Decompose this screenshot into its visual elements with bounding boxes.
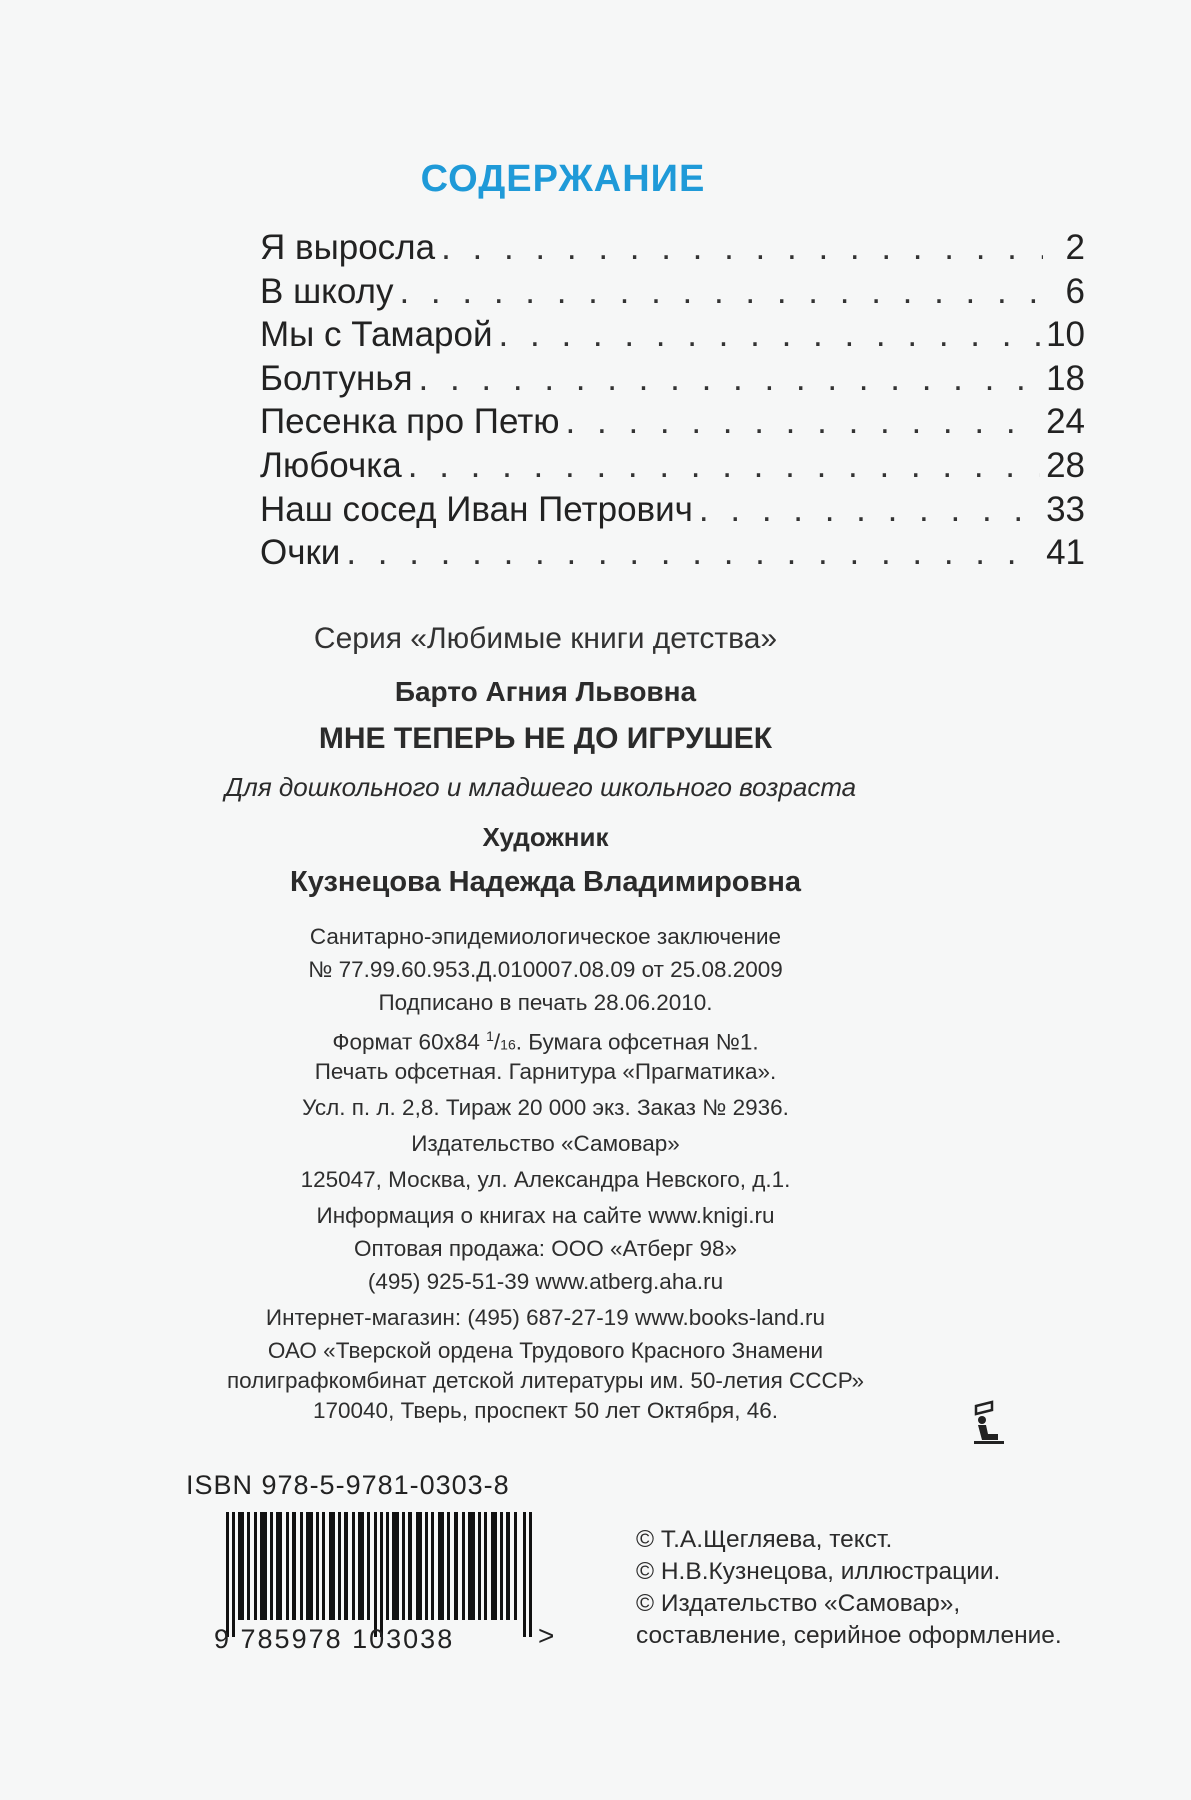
isbn-label: ISBN 978-5-9781-0303-8: [186, 1470, 510, 1500]
toc-entry-page: 6: [1065, 271, 1085, 311]
toc-entry-title: Наш сосед Иван Петрович: [260, 489, 693, 529]
toc-leader-dots: [499, 315, 1041, 355]
toc-entry-page: 41: [1046, 533, 1085, 573]
toc-entry: [260, 490, 1085, 534]
imprint-line: Печать офсетная. Гарнитура «Прагматика».: [314, 1059, 777, 1084]
format-prefix: Формат 60х84: [332, 1029, 487, 1055]
toc-entry: [260, 315, 1085, 359]
copyright-block: [636, 1524, 1062, 1652]
toc-leader-dots: [441, 228, 1043, 268]
imprint-line: № 77.99.60.953.Д.010007.08.09 от 25.08.2009: [308, 957, 783, 982]
toc-entry-title: Очки: [260, 533, 341, 573]
barcode-quiet-zone-mark: >: [538, 1620, 555, 1651]
toc-leader-dots: [399, 272, 1043, 312]
imprint-line: ОАО «Тверской ордена Трудового Красного Знамени: [267, 1338, 824, 1363]
toc-entry-page: 33: [1046, 489, 1085, 529]
toc-entry-page: 10: [1046, 315, 1085, 355]
toc-entry-page: 24: [1046, 402, 1085, 442]
toc-leader-dots: [699, 490, 1040, 530]
series-name: Серия «Любимые книги детства»: [313, 622, 778, 655]
book-reader-icon: [972, 1400, 1006, 1444]
imprint-line: Интернет-магазин: (495) 687-27-19 www.books-land.ru: [265, 1305, 826, 1330]
toc-entry: [260, 533, 1085, 577]
toc-entry-page: 2: [1065, 228, 1085, 267]
format-fraction-numerator: 1: [486, 1028, 494, 1044]
imprint-line: 125047, Москва, ул. Александра Невского, д.1.: [300, 1167, 791, 1192]
toc-entry-title: Я выросла: [260, 228, 436, 267]
toc-leader-dots: [346, 533, 1040, 573]
imprint-line: Информация о книгах на сайте www.knigi.ru: [316, 1203, 775, 1228]
format-fraction-denominator: 16: [500, 1036, 516, 1053]
imprint-line: (495) 925-51-39 www.atberg.aha.ru: [367, 1269, 724, 1294]
book-title: МНЕ ТЕПЕРЬ НЕ ДО ИГРУШЕК: [318, 722, 773, 755]
toc-entry: [260, 402, 1085, 446]
toc-entry: [260, 446, 1085, 490]
toc-leader-dots: [419, 359, 1041, 399]
toc-leader-dots: [566, 402, 1041, 442]
toc-entry-title: Мы с Тамарой: [260, 315, 493, 355]
artist-label: Художник: [482, 822, 609, 852]
imprint-block: [0, 922, 1141, 1426]
author-name: Барто Агния Львовна: [394, 676, 697, 707]
imprint-line: Усл. п. л. 2,8. Тираж 20 000 экз. Заказ № 2936.: [302, 1095, 789, 1120]
imprint-format-line: Формат 60х84 $^1$/16. Бумага офсетная №1.: [332, 1028, 759, 1055]
imprint-line: Оптовая продажа: ООО «Атберг 98»: [353, 1236, 738, 1261]
copyright-line: © Издательство «Самовар»,: [636, 1590, 961, 1617]
copyright-line: © Т.А.Щегляева, текст.: [636, 1526, 893, 1553]
imprint-line: Издательство «Самовар»: [411, 1131, 680, 1156]
toc-entry-title: Песенка про Петю: [260, 402, 560, 442]
toc-entry: [260, 228, 1085, 272]
toc-entry-title: Любочка: [260, 445, 402, 485]
imprint-line: полиграфкомбинат детской литературы им. 50-летия СССР»: [226, 1368, 865, 1393]
audience-note: Для дошкольного и младшего школьного возраста: [224, 772, 857, 802]
toc-title: СОДЕРЖАНИЕ: [420, 158, 706, 200]
imprint-line: Подписано в печать 28.06.2010.: [378, 990, 713, 1015]
toc-entry: [260, 272, 1085, 316]
imprint-line: Санитарно-эпидемиологическое заключение: [309, 924, 782, 949]
toc-entry-title: Болтунья: [260, 358, 413, 398]
toc-entry-title: В школу: [260, 271, 394, 311]
format-suffix: . Бумага офсетная №1.: [515, 1029, 759, 1055]
barcode-graphic: [226, 1512, 532, 1637]
artist-name: Кузнецова Надежда Владимировна: [290, 866, 801, 898]
barcode-digits: 9 785978 103038: [214, 1624, 455, 1654]
toc-entry-page: 18: [1046, 358, 1085, 398]
table-of-contents: [260, 228, 1085, 577]
toc-leader-dots: [408, 446, 1040, 486]
imprint-line: 170040, Тверь, проспект 50 лет Октября, 46.: [312, 1398, 779, 1423]
copyright-line: © Н.В.Кузнецова, иллюстрации.: [636, 1558, 1001, 1585]
toc-entry: [260, 359, 1085, 403]
toc-entry-page: 28: [1046, 445, 1085, 485]
copyright-line: составление, серийное оформление.: [636, 1622, 1062, 1649]
